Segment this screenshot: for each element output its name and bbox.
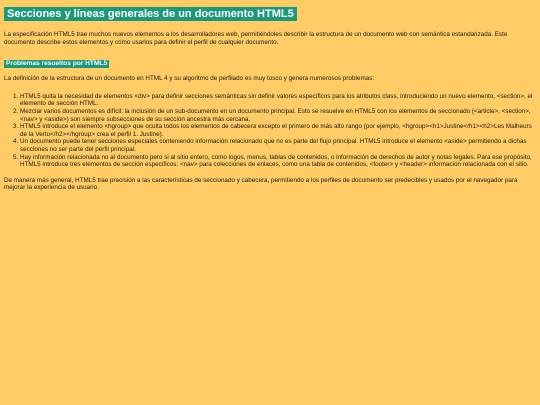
list-item: 5. Hay información relacionada no al documento pero si al sitio entero, como logos, menus, tablas de contenidos, o información de derechos de autor y notas legales. Para ese propósito, HTML5 introduce tres elementos de sección específicos: <nav> para colecciones de enlaces, como una tabla de contenidos, <footer> y <header> información relacionada con el sitio.: [20, 154, 536, 169]
conclusion-paragraph: De manera más general, HTML5 trae precisión a las características de seccionado y cabecera, permitiendo a los perfiles de documento ser predecibles y usados por el navegador para mejorar la experiencia de usuario.: [4, 176, 518, 192]
list-item: 1. HTML5 quita la necesidad de elementos <div> para definir secciones semánticas sin definir valores específicos para los atributos class, introduciendo un nuevo elemento, <section>, el elemento de sección HTML.: [20, 93, 536, 108]
intro-paragraph: La especificación HTML5 trae muchos nuevos elementos a los desarrolladores web, permitiéndoles describir la estructura de un documento web con semántica estandarizada. Este documento describe estos elementos y cómo usarlos para definir el perfil de cualquier documento.: [4, 31, 508, 46]
list-item: 2. Mezclar varios documentos es difícil: la inclusión de un sub-documento en un documento principal. Esto se resuelve en HTML5 con los elementos de seccionado (<article>, <section>, <nav> y <aside>) son siempre subsecciones de su sección ancestra más cercana.: [20, 108, 536, 123]
problems-heading: Problemas resueltos por HTML5: [6, 60, 108, 68]
definition-paragraph: La definición de la estructura de un documento en HTML 4 y su algoritmo de perfilado es muy tosco y genera numerosos problemas:: [4, 75, 375, 83]
document-page: [0, 0, 540, 192]
list-item: 4. Un documento puede tener secciones especiales conteniendo información relacionado que no es parte del flujo principal. HTML5 introduce el elemento <aside> permitiendo a dichas secciones no ser parte del perfil principal.: [20, 138, 536, 153]
problems-list: [4, 93, 536, 169]
list-item: 3. HTML5 introduce el elemento <hgroup> que oculta todos los elementos de cabecera excepto el primero de más alto rango (por ejemplo, <hgroup><h1>Justine</h1><h2>Les Malheurs de la Vertu</h2></hgroup> crea el perfil 1. Justine).: [20, 123, 536, 138]
page-title: Secciones y líneas generales de un documento HTML5: [4, 7, 297, 21]
